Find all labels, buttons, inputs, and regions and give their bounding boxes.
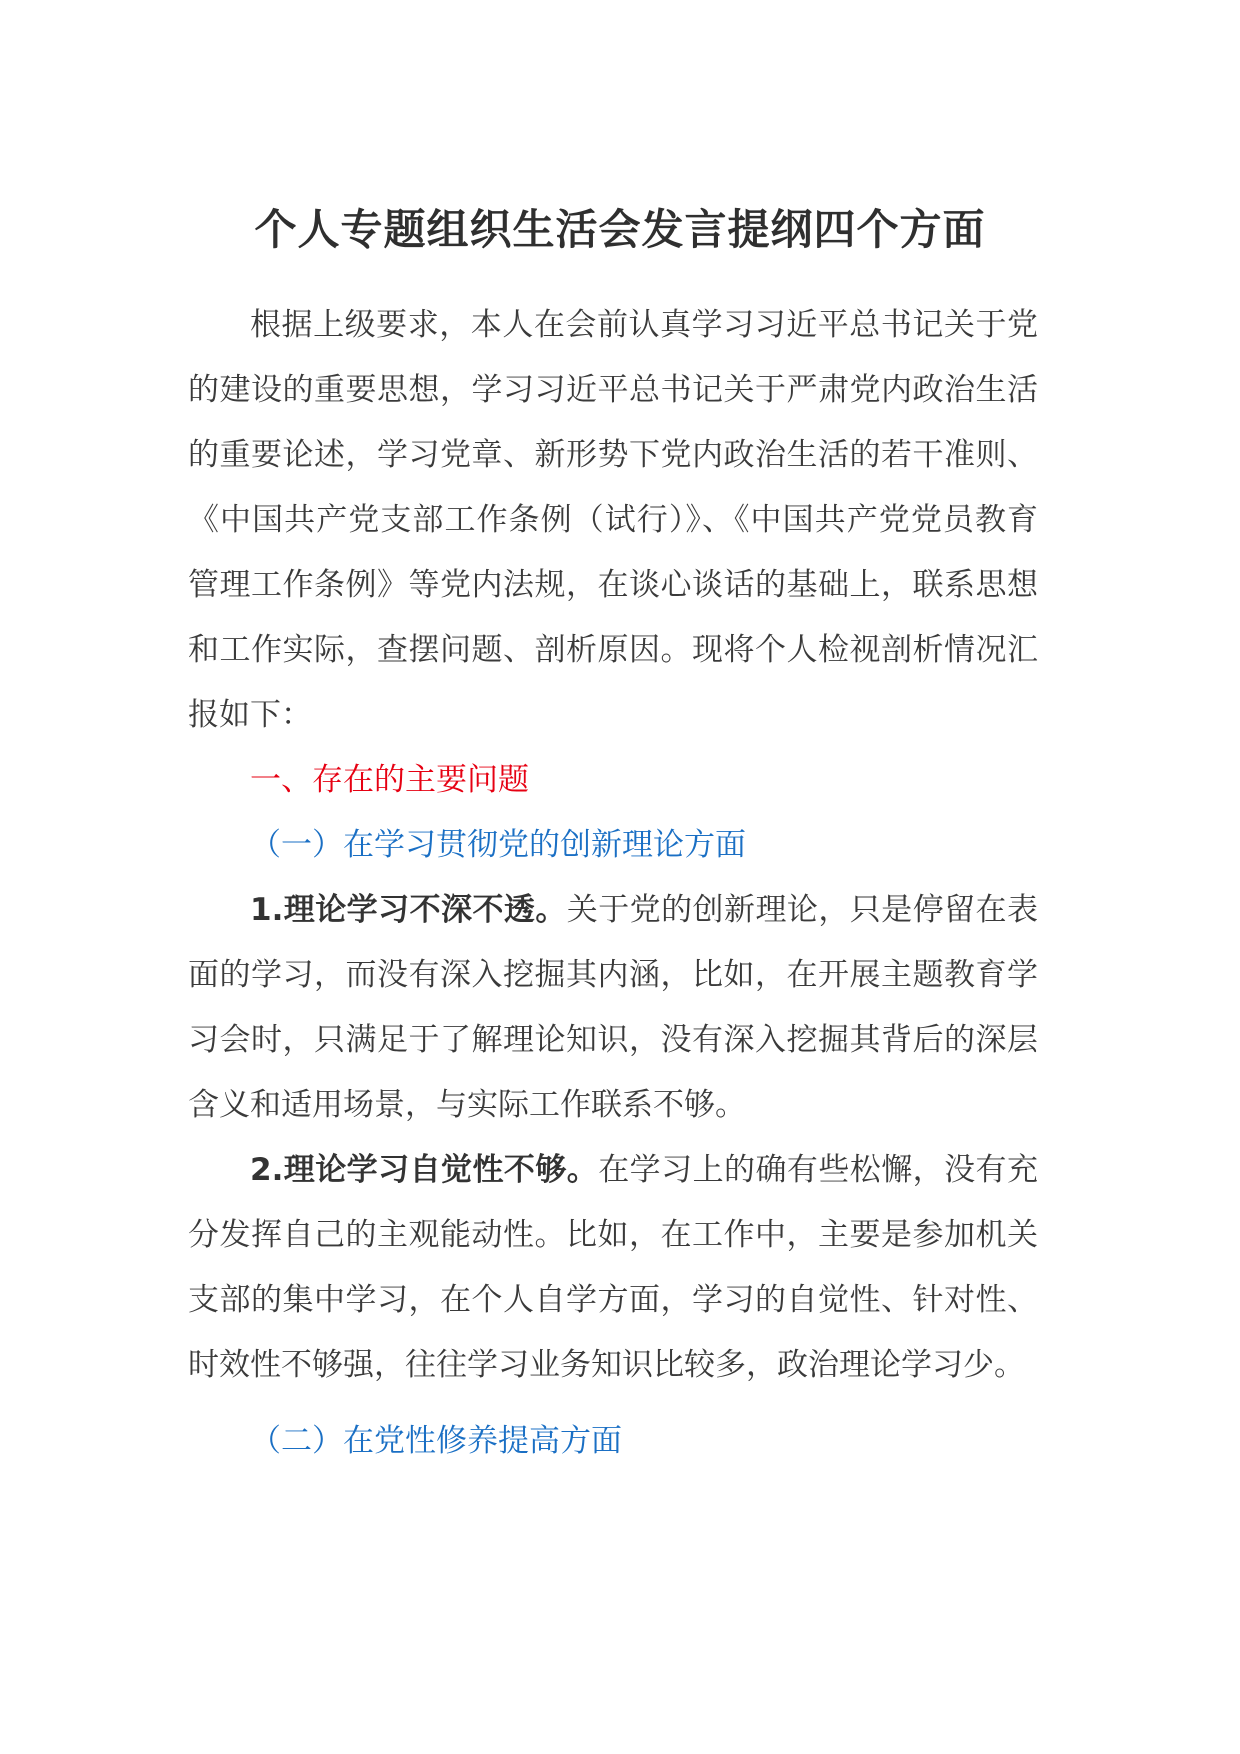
- item-2-lead: 2.理论学习自觉性不够。: [250, 1152, 599, 1188]
- item-1-text: 关于党的创新理论，只是停留在表面的学习，而没有深入挖掘其内涵，比如，在开展主题教育学习会时，只满足于了解理论知识，没有深入挖掘其背后的深层含义和适用场景，与实际工作联系不够。: [188, 892, 1038, 1123]
- document-title: 个人专题组织生活会发言提纲四个方面: [254, 205, 986, 254]
- item-paragraph-1: [188, 878, 1038, 1138]
- subsection-heading-theory: （一）在学习贯彻党的创新理论方面: [250, 827, 746, 863]
- document-body: [188, 293, 1038, 1474]
- subsection-heading-party-spirit: （二）在党性修养提高方面: [250, 1423, 622, 1459]
- item-1-lead: 1.理论学习不深不透。: [250, 892, 567, 928]
- section-heading-main-problems: 一、存在的主要问题: [250, 762, 529, 798]
- item-2-text: 在学习上的确有些松懈，没有充分发挥自己的主观能动性。比如，在工作中，主要是参加机关支部的集中学习，在个人自学方面，学习的自觉性、针对性、时效性不够强，往往学习业务知识比较多，政治理论学习少。: [188, 1152, 1038, 1383]
- intro-paragraph: 根据上级要求，本人在会前认真学习习近平总书记关于党的建设的重要思想，学习习近平总书记关于严肃党内政治生活的重要论述，学习党章、新形势下党内政治生活的若干准则、《中国共产党支部工作条例（试行）》、《中国共产党党员教育管理工作条例》等党内法规，在谈心谈话的基础上，联系思想和工作实际，查摆问题、剖析原因。现将个人检视剖析情况汇报如下：: [188, 307, 1038, 733]
- item-paragraph-2: [188, 1138, 1038, 1398]
